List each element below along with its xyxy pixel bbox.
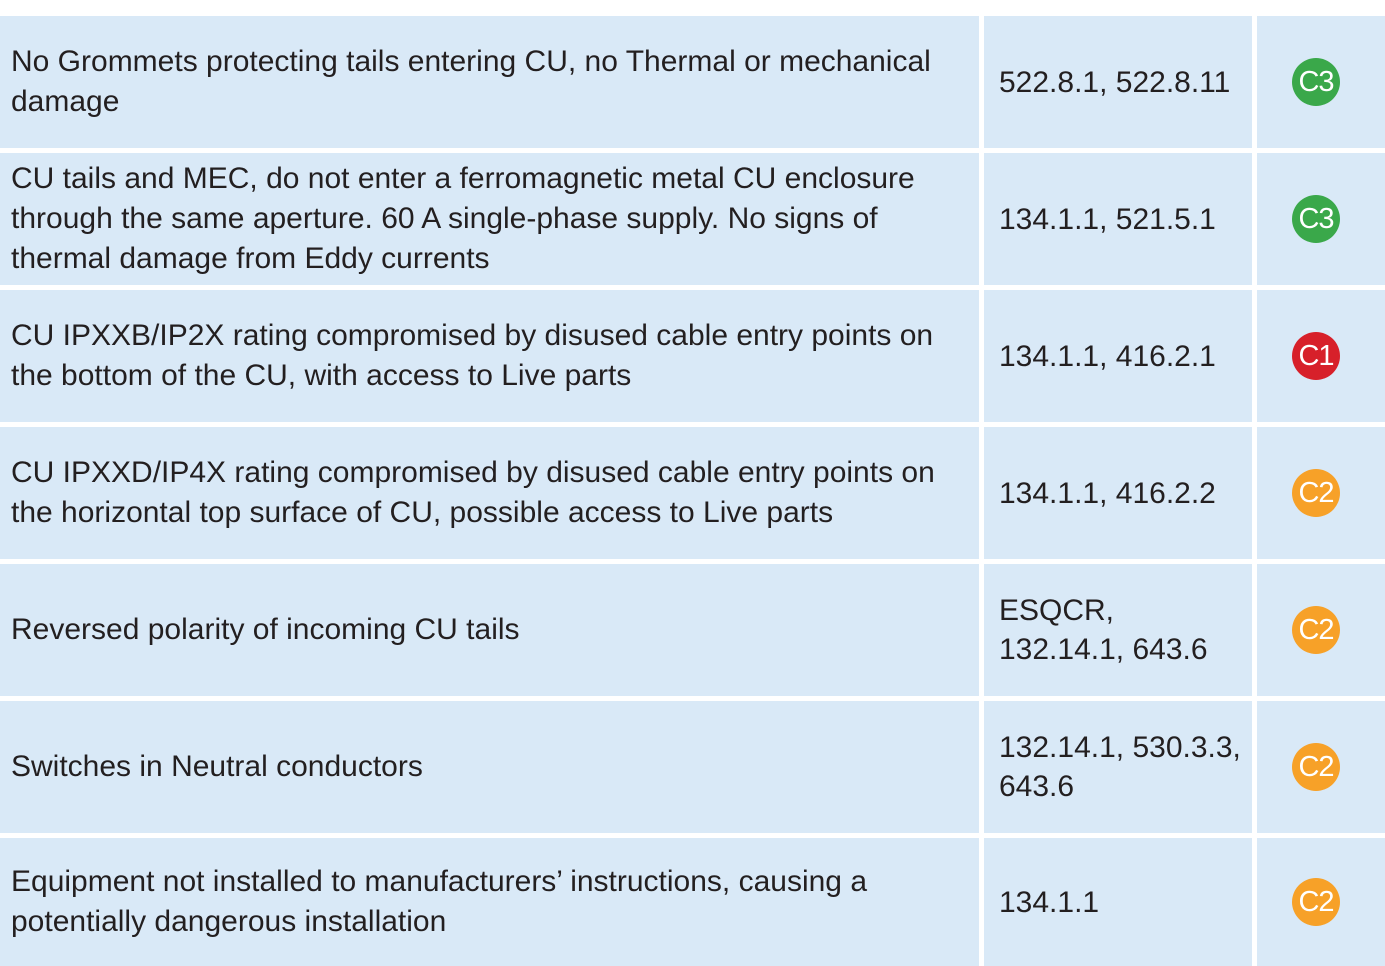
classification-cell (1257, 290, 1385, 422)
regulation-reference: 134.1.1 (984, 838, 1252, 966)
table-row (0, 838, 1385, 966)
classification-code-label: C3 (1298, 202, 1334, 235)
observation-description: CU IPXXD/IP4X rating compromised by disused cable entry points on the horizontal top surface of CU, possible access to Live parts (0, 427, 979, 559)
table-row (0, 427, 1385, 559)
classification-code-badge (1292, 469, 1340, 517)
observation-description: Switches in Neutral conductors (0, 701, 979, 833)
classification-code-label: C3 (1298, 65, 1334, 98)
classification-cell (1257, 427, 1385, 559)
table-row (0, 564, 1385, 696)
classification-cell (1257, 564, 1385, 696)
classification-code-label: C2 (1298, 750, 1334, 783)
classification-code-badge (1292, 606, 1340, 654)
classification-code-badge (1292, 878, 1340, 926)
classification-code-badge (1292, 58, 1340, 106)
observation-description: Reversed polarity of incoming CU tails (0, 564, 979, 696)
regulation-reference: 134.1.1, 521.5.1 (984, 153, 1252, 285)
table-row (0, 153, 1385, 285)
regulation-reference: ESQCR, 132.14.1, 643.6 (984, 564, 1252, 696)
regulation-reference: 132.14.1, 530.3.3, 643.6 (984, 701, 1252, 833)
regulation-reference: 134.1.1, 416.2.1 (984, 290, 1252, 422)
classification-code-badge (1292, 743, 1340, 791)
classification-cell (1257, 838, 1385, 966)
table-row (0, 290, 1385, 422)
classification-code-label: C2 (1298, 885, 1334, 918)
classification-cell (1257, 16, 1385, 148)
classification-code-label: C2 (1298, 476, 1334, 509)
classification-code-label: C2 (1298, 613, 1334, 646)
classification-code-badge (1292, 195, 1340, 243)
observation-description: No Grommets protecting tails entering CU, no Thermal or mechanical damage (0, 16, 979, 148)
observation-description: CU IPXXB/IP2X rating compromised by disused cable entry points on the bottom of the CU, with access to Live parts (0, 290, 979, 422)
regulation-reference: 522.8.1, 522.8.11 (984, 16, 1252, 148)
classification-cell (1257, 701, 1385, 833)
regulation-reference: 134.1.1, 416.2.2 (984, 427, 1252, 559)
observation-description: Equipment not installed to manufacturers’ instructions, causing a potentially dangerous installation (0, 838, 979, 966)
classification-cell (1257, 153, 1385, 285)
observation-description: CU tails and MEC, do not enter a ferromagnetic metal CU enclosure through the same aperture. 60 A single-phase supply. No signs of thermal damage from Eddy currents (0, 153, 979, 285)
observations-table (0, 16, 1385, 966)
table-row (0, 16, 1385, 148)
table-row (0, 701, 1385, 833)
classification-code-label: C1 (1298, 339, 1334, 372)
classification-code-badge (1292, 332, 1340, 380)
